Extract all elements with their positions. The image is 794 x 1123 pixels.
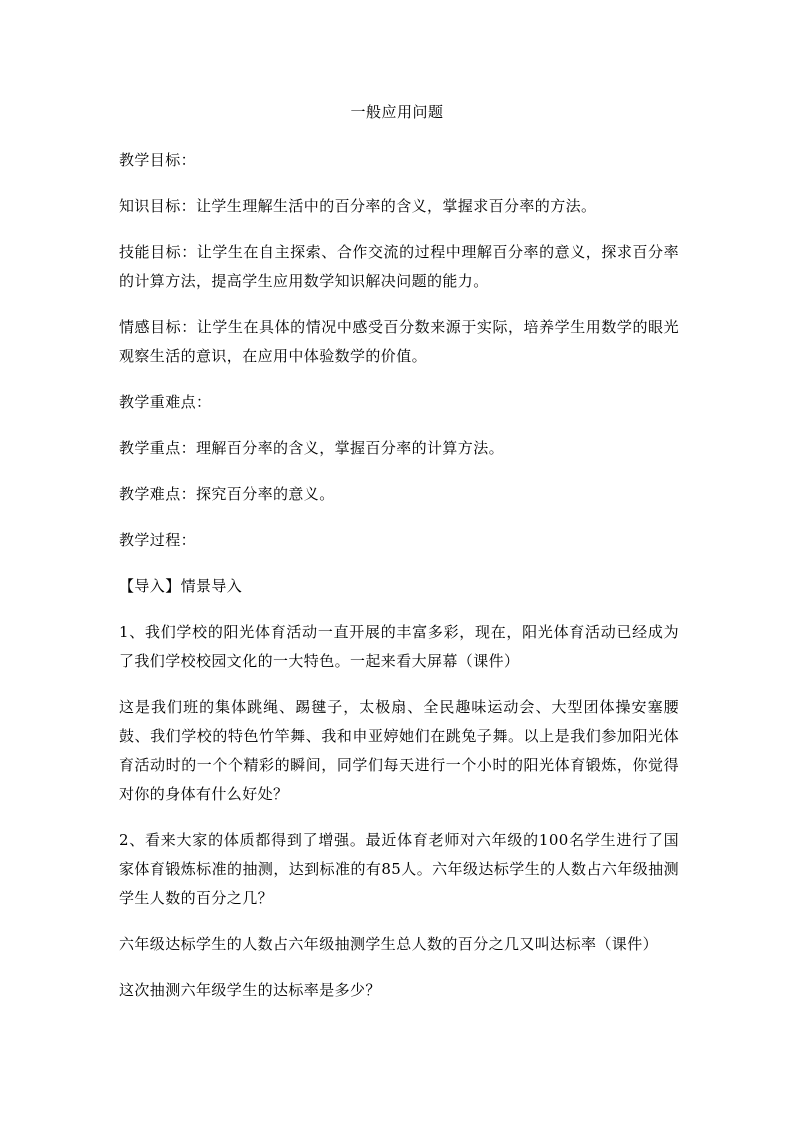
paragraph-difficult-point: 教学难点：探究百分率的意义。	[119, 485, 335, 503]
paragraph-step-2: 2、看来大家的体质都得到了增强。最近体育老师对六年级的100名学生进行了国家体育锻炼标准的抽测，达到标准的有85人。六年级达标学生的人数占六年级抽测学生人数的百分之几？	[119, 831, 679, 907]
heading-teaching-process: 教学过程：	[119, 531, 197, 549]
paragraph-key-point: 教学重点：理解百分率的含义，掌握百分率的计算方法。	[119, 439, 505, 457]
paragraph-knowledge-goal: 知识目标：让学生理解生活中的百分率的含义，掌握求百分率的方法。	[119, 197, 597, 215]
paragraph-pass-rate-definition: 六年级达标学生的人数占六年级抽测学生总人数的百分之几又叫达标率（课件）	[119, 935, 659, 953]
paragraph-question: 这次抽测六年级学生的达标率是多少？	[119, 981, 381, 999]
document-body	[119, 146, 679, 1022]
paragraph-activities: 这是我们班的集体跳绳、踢毽子，太极扇、全民趣味运动会、大型团体操安塞腰鼓、我们学校的特色竹竿舞、我和申亚婷她们在跳兔子舞。以上是我们参加阳光体育活动时的一个个精彩的瞬间，同学们每天进行一个小时的阳光体育锻炼，你觉得对你的身体有什么好处？	[119, 698, 679, 803]
paragraph-emotion-goal: 情感目标：让学生在具体的情况中感受百分数来源于实际，培养学生用数学的眼光观察生活的意识，在应用中体验数学的价值。	[119, 318, 679, 365]
paragraph-skill-goal: 技能目标：让学生在自主探索、合作交流的过程中理解百分率的意义，探求百分率的计算方法，提高学生应用数学知识解决问题的能力。	[119, 243, 679, 290]
heading-teaching-goals: 教学目标：	[119, 151, 197, 169]
document-title: 一般应用问题	[350, 103, 444, 121]
heading-key-points: 教学重难点：	[119, 393, 212, 411]
paragraph-step-1: 1、我们学校的阳光体育活动一直开展的丰富多彩，现在，阳光体育活动已经成为了我们学校校园文化的一大特色。一起来看大屏幕（课件）	[119, 623, 679, 670]
heading-introduction: 【导入】情景导入	[119, 577, 243, 595]
